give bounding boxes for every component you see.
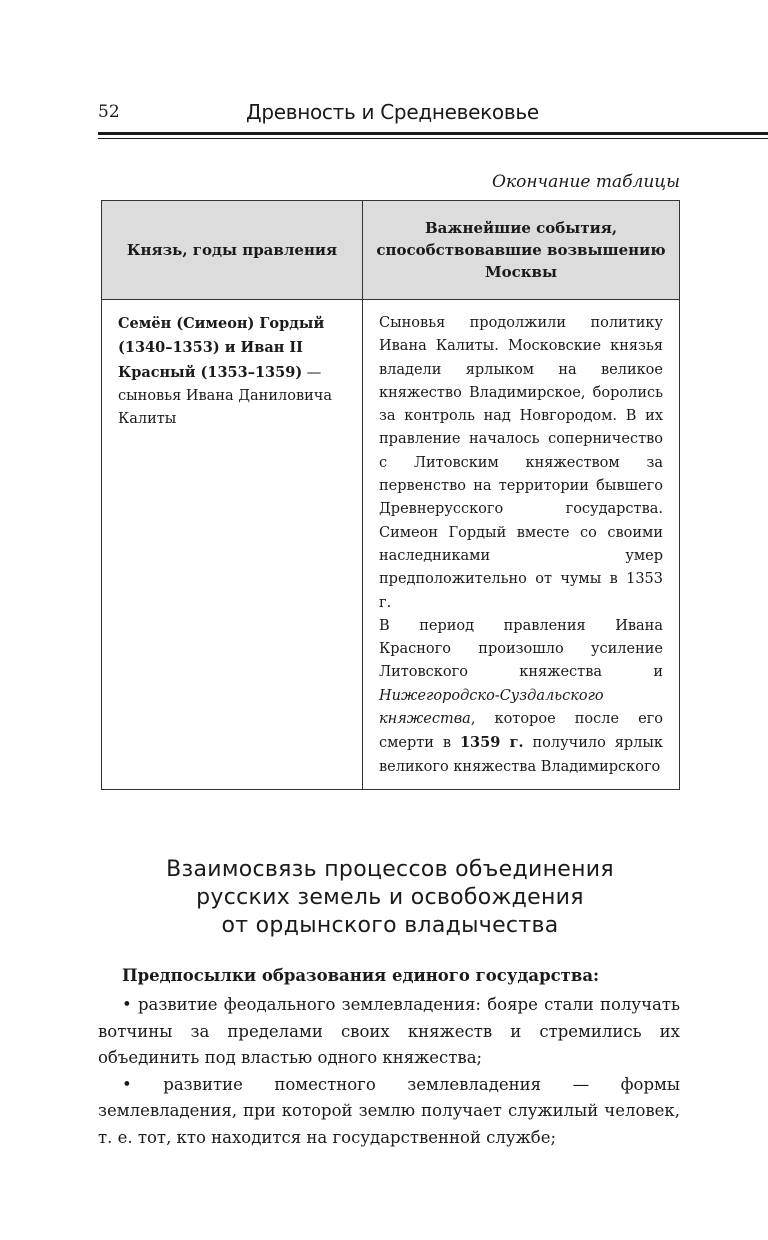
body-text <box>98 992 680 1151</box>
prince-cell <box>102 300 363 790</box>
header-events: Важнейшие события, способствовавшие возвышению Москвы <box>363 201 680 300</box>
header-prince: Князь, годы правления <box>102 201 363 300</box>
prince-connector: и <box>219 339 241 357</box>
bullet-item-1: • развитие феодального землевладения: бояре стали получать вотчины за пределами своих княжеств и стремились их объединить под властью одного княжества; <box>98 995 680 1067</box>
section-heading-line-3: от ордынского владычества <box>221 913 559 938</box>
header-rule-thin <box>98 138 768 139</box>
section-heading-line-1: Взаимосвязь процессов объединения <box>166 857 614 882</box>
events-bold-year: 1359 г. <box>459 734 524 752</box>
header-rule-thick <box>98 132 768 135</box>
page-header <box>98 100 680 134</box>
prince-name-1: Семён (Симеон) Гордый (1340–1353) <box>118 315 325 357</box>
section-heading-line-2: русских земель и освобождения <box>196 885 584 910</box>
page-number: 52 <box>98 102 120 122</box>
events-italic-term: Нижегородско-Суздальского княжества <box>379 687 604 728</box>
princes-table <box>101 200 680 790</box>
bullet-item-2: • развитие поместного землевладения — формы землевладения, при которой землю получает служилый человек, т. е. тот, кто находится на государственной службе; <box>98 1074 680 1147</box>
table-header-row <box>102 201 680 300</box>
prince-name-2: Иван II Красный (1353–1359) <box>118 339 303 381</box>
events-paragraph-2: В период правления Ивана Красного произошло усиление Литовского княжества и Нижегородско-Суздальского княжества, которое после его смерти в 1359 г. получило ярлык великого княжества Владимирского <box>379 617 663 775</box>
events-paragraph-1: Сыновья продолжили политику Ивана Калиты. Московские князья владели ярлыком на великое княжество Владимирское, боролись за контроль над Новгородом. В их правление началось соперничество с Литовским княжеством за первенство на территории бывшего Древнерусского государства. Симеон Гордый вместе со своими наследниками умер предположительно от чумы в 1353 г. <box>379 315 663 611</box>
section-heading <box>110 856 670 940</box>
table-row <box>102 300 680 790</box>
prince-note: — сыновья Ивана Даниловича Калиты <box>118 364 333 428</box>
events-cell <box>363 300 680 790</box>
running-title: Древность и Средневековье <box>246 100 539 124</box>
subheading: Предпосылки образования единого государства: <box>122 966 600 985</box>
table-caption: Окончание таблицы <box>492 172 680 192</box>
